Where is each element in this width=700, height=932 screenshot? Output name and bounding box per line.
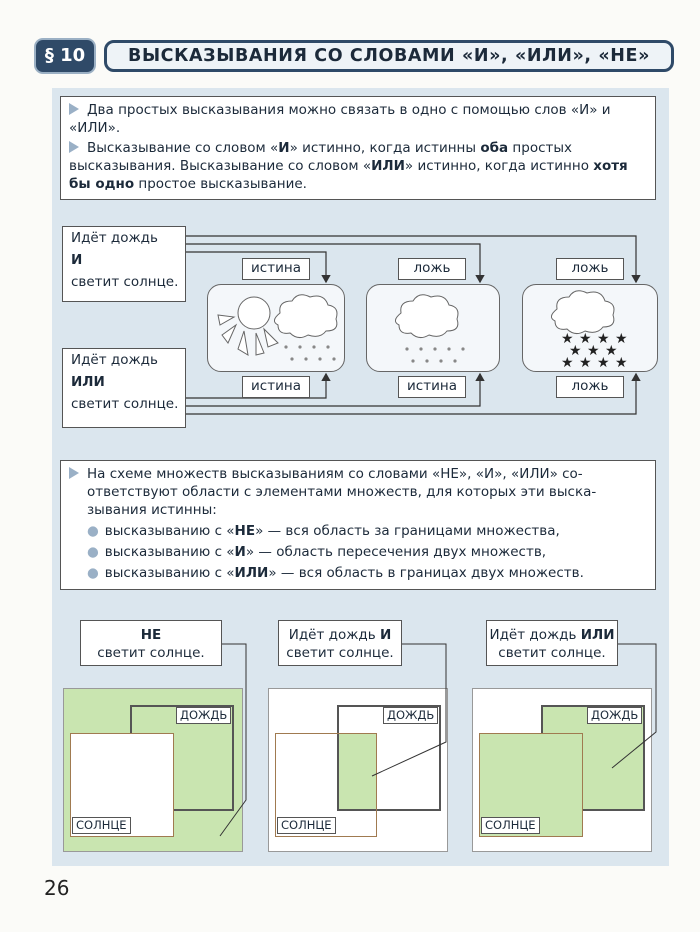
sets-item: ● высказыванию с «ИЛИ» — вся область в границах двух множеств. xyxy=(87,565,584,581)
section-badge: § 10 xyxy=(36,40,94,72)
truth-tag-snow-or: ложь xyxy=(556,376,624,398)
truth-tag-rain-and: ложь xyxy=(398,258,466,280)
rain-label: ДОЖДЬ xyxy=(176,707,231,724)
venn-caption-or: Идёт дождь ИЛИ светит солнце. xyxy=(486,620,618,666)
statement-or: Идёт дождь ИЛИ светит солнце. xyxy=(62,348,186,428)
rain-label: ДОЖДЬ xyxy=(383,707,438,724)
section-title: ВЫСКАЗЫВАНИЯ СО СЛОВАМИ «И», «ИЛИ», «НЕ» xyxy=(104,40,674,72)
truth-tag-sun-rain-or: истина xyxy=(242,376,310,398)
sets-item: ● высказыванию с «И» — область пересечения двух множеств, xyxy=(87,544,547,560)
truth-tag-sun-rain-and: истина xyxy=(242,258,310,280)
rain-label: ДОЖДЬ xyxy=(587,707,642,724)
svg-text:★: ★ xyxy=(587,343,600,359)
venn-caption-and: Идёт дождь И светит солнце. xyxy=(278,620,402,666)
statement-and: Идёт дождь И светит солнце. xyxy=(62,226,186,302)
sets-box: На схеме множеств высказываниям со словами «НЕ», «И», «ИЛИ» со- ответствуют области с элементами множеств, для которых эти выска- зывания истинны: ● высказыванию с «НЕ» — вся область за границами множества, ● высказыванию с «И» — область пересечения двух множеств, ● высказыванию с «ИЛИ» — вся область в границах двух множеств. xyxy=(60,460,656,590)
sets-item: ● высказыванию с «НЕ» — вся область за границами множества, xyxy=(87,523,560,539)
svg-text:★: ★ xyxy=(597,331,610,347)
svg-text:★: ★ xyxy=(579,331,592,347)
svg-text:★: ★ xyxy=(561,355,574,371)
svg-text:★: ★ xyxy=(569,343,582,359)
rule-1: Два простых высказывания можно связать в одно с помощью слов «И» и «ИЛИ». xyxy=(69,102,611,136)
venn-caption-not: НЕ светит солнце. xyxy=(80,620,222,666)
truth-tag-rain-or: истина xyxy=(398,376,466,398)
svg-text:★: ★ xyxy=(615,331,628,347)
svg-text:★: ★ xyxy=(615,355,628,371)
rule-2: Высказывание со словом «И» истинно, когда истинны оба простых высказывания. Высказывание со словом «ИЛИ» истинно, когда истинно хотя бы одно простое высказывание. xyxy=(69,140,628,192)
svg-text:★: ★ xyxy=(605,343,618,359)
svg-text:★: ★ xyxy=(597,355,610,371)
svg-text:★: ★ xyxy=(579,355,592,371)
sun-label: СОЛНЦЕ xyxy=(72,817,131,834)
page-number: 26 xyxy=(44,876,70,900)
sun-label: СОЛНЦЕ xyxy=(277,817,336,834)
svg-text:★: ★ xyxy=(561,331,574,347)
sun-label: СОЛНЦЕ xyxy=(481,817,540,834)
truth-tag-snow-and: ложь xyxy=(556,258,624,280)
